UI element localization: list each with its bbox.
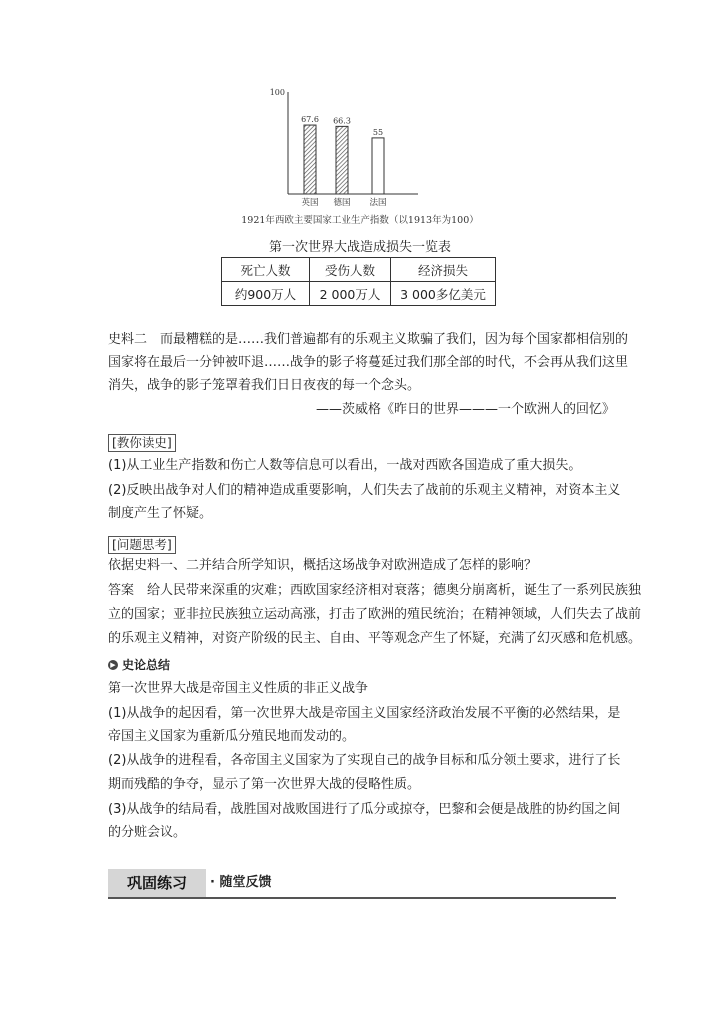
data-label-3: 55 [372, 127, 384, 137]
practice-rule [108, 897, 616, 899]
summary-line-2: (1)从战争的起因看，第一次世界大战是帝国主义国家经济政治发展不平衡的必然结果，是 [108, 706, 621, 721]
x-tick-label-2: 德国 [333, 198, 351, 208]
summary-line-5: 期而残酷的争夺，显示了第一次世界大战的侵略性质。 [108, 777, 421, 792]
summary-line-3: 帝国主义国家为重新瓜分殖民地而发动的。 [108, 729, 356, 744]
teacher-reading-item-2b: 制度产生了怀疑。 [108, 506, 213, 521]
data-label-1: 67.6 [301, 115, 319, 125]
summary-line-4: (2)从战争的进程看，各帝国主义国家为了实现自己的战争目标和瓜分领土要求，进行了长 [108, 753, 621, 768]
practice-section-header [108, 869, 616, 899]
cell-economic-loss: 3 000多亿美元 [391, 282, 496, 306]
source2-line-1: 史料二 而最糟糕的是……我们普遍都有的乐观主义欺骗了我们，因为每个国家都相信别的 [108, 332, 629, 347]
summary-heading-label: 史论总结 [122, 658, 171, 672]
summary-line-1: 第一次世界大战是帝国主义性质的非正义战争 [108, 681, 369, 696]
source2-line-3: 消失，战争的影子笼罩着我们日日夜夜的每一个念头。 [108, 378, 421, 393]
source2-attribution: ——茨威格《昨日的世界———一个欧洲人的回忆》 [315, 402, 615, 417]
circle-arrow-icon: ▶ [108, 660, 118, 670]
y-tick-label: 100 [269, 88, 285, 97]
header-wounded: 受伤人数 [310, 258, 391, 282]
header-economic-loss: 经济损失 [391, 258, 496, 282]
table-title: 第一次世界大战造成损失一览表 [268, 240, 451, 255]
practice-sub-label: · 随堂反馈 [210, 875, 272, 890]
data-label-2: 66.3 [333, 116, 351, 126]
teacher-reading-item-1: (1)从工业生产指数和伤亡人数等信息可以看出，一战对西欧各国造成了重大损失。 [108, 458, 582, 473]
question-text: 依据史料一、二并结合所学知识，概括这场战争对欧洲造成了怎样的影响？ [108, 558, 538, 573]
chart-caption: 1921年西欧主要国家工业生产指数（以1913年为100） [241, 215, 479, 226]
header-deaths: 死亡人数 [222, 258, 310, 282]
industrial-index-bar-chart [262, 84, 522, 224]
answer-line-2: 立的国家；亚非拉民族独立运动高涨，打击了欧洲的殖民统治；在精神领域，人们失去了战前 [108, 607, 642, 622]
x-tick-label-3: 法国 [369, 198, 387, 208]
practice-block-label: 巩固练习 [126, 874, 187, 892]
summary-line-7: 的分赃会议。 [108, 825, 187, 840]
bar-1 [304, 125, 316, 194]
source2-line-2: 国家将在最后一分钟被吓退……战争的影子将蔓延过我们那全部的时代，不会再从我们这里 [108, 355, 629, 370]
practice-block [108, 869, 206, 897]
table-header-row [222, 258, 496, 282]
teacher-reading-tag: [教你读史] [108, 434, 176, 452]
bar-3 [372, 138, 384, 194]
cell-deaths: 约900万人 [222, 282, 310, 306]
teacher-reading-tag-label: 教你读史 [116, 435, 167, 450]
question-tag-label: 问题思考 [116, 537, 167, 552]
bar-2 [336, 126, 348, 194]
answer-line-1: 答案 给人民带来深重的灾难；西欧国家经济相对衰落；德奥分崩离析，诞生了一系列民族独 [108, 583, 642, 598]
loss-table [221, 257, 496, 306]
summary-heading [108, 656, 170, 673]
summary-line-6: (3)从战争的结局看，战胜国对战败国进行了瓜分或掠夺，巴黎和会便是战胜的协约国之间 [108, 802, 621, 817]
table-row [222, 282, 496, 306]
question-tag: [问题思考] [108, 536, 176, 554]
teacher-reading-item-2a: (2)反映出战争对人们的精神造成重要影响，人们失去了战前的乐观主义精神，对资本主义 [108, 483, 621, 498]
cell-wounded: 2 000万人 [310, 282, 391, 306]
x-tick-label-1: 英国 [301, 198, 319, 208]
answer-line-3: 的乐观主义精神，对资产阶级的民主、自由、平等观念产生了怀疑，充满了幻灭感和危机感。 [108, 631, 642, 646]
